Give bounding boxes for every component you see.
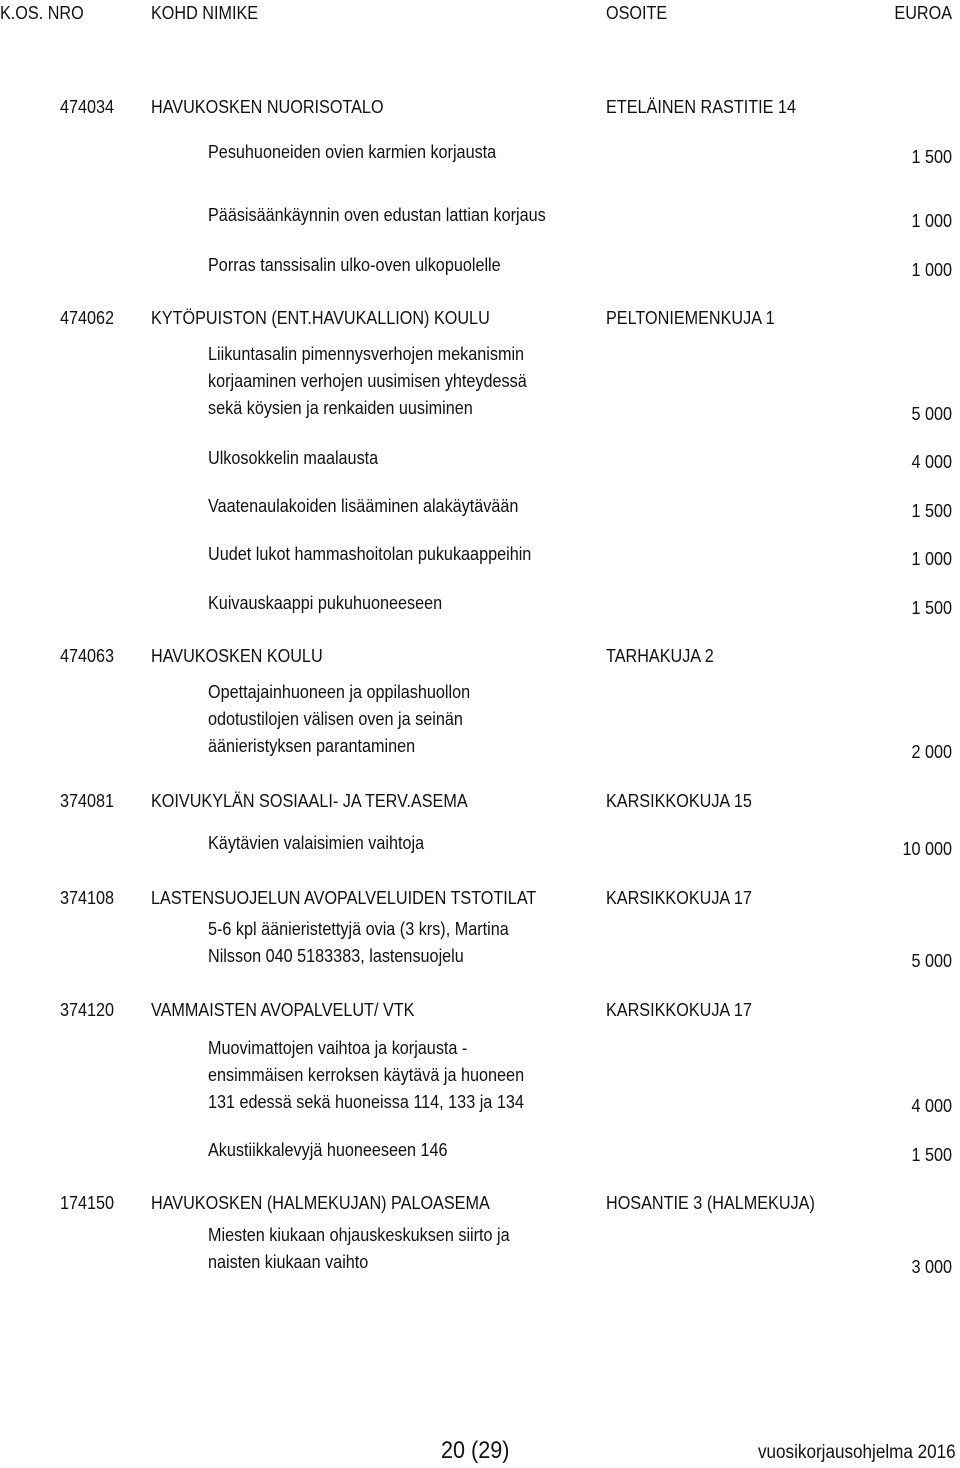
entry-id: 474063 <box>60 646 115 666</box>
item-description: Porras tanssisalin ulko-oven ulkopuolelle <box>208 255 501 275</box>
item-amount: 1 000 <box>911 260 952 280</box>
entry-name: HAVUKOSKEN NUORISOTALO <box>151 97 384 117</box>
item-amount: 1 500 <box>911 147 952 167</box>
entry-address: PELTONIEMENKUJA 1 <box>606 308 775 328</box>
header-col-address: OSOITE <box>606 3 668 23</box>
item-amount: 5 000 <box>911 951 952 971</box>
item-amount: 3 000 <box>911 1257 952 1277</box>
item-amount: 5 000 <box>911 404 952 424</box>
item-amount: 1 500 <box>911 1145 952 1165</box>
header-col-number: K.OS. NRO <box>0 3 84 23</box>
entry-id: 474034 <box>60 97 115 117</box>
entry-address: ETELÄINEN RASTITIE 14 <box>606 97 796 117</box>
item-description: Miesten kiukaan ohjauskeskuksen siirto ja naisten kiukaan vaihto <box>208 1225 510 1272</box>
entry-id: 174150 <box>60 1193 115 1213</box>
entry-name: HAVUKOSKEN (HALMEKUJAN) PALOASEMA <box>151 1193 490 1213</box>
entry-name: HAVUKOSKEN KOULU <box>151 646 323 666</box>
entry-address: KARSIKKOKUJA 17 <box>606 888 752 908</box>
entry-address: KARSIKKOKUJA 15 <box>606 791 752 811</box>
page-number: 20 (29) <box>441 1437 510 1464</box>
item-description: Ulkosokkelin maalausta <box>208 448 379 468</box>
program-name: vuosikorjausohjelma 2016 <box>758 1442 956 1463</box>
item-amount: 1 000 <box>911 549 952 569</box>
item-amount: 4 000 <box>911 1096 952 1116</box>
header-col-name: KOHD NIMIKE <box>151 3 259 23</box>
item-description: Kuivauskaappi pukuhuoneeseen <box>208 593 443 613</box>
entry-name: LASTENSUOJELUN AVOPALVELUIDEN TSTOTILAT <box>151 888 537 908</box>
item-description: Muovimattojen vaihtoa ja korjausta - ensimmäisen kerroksen käytävä ja huoneen 131 edessä sekä huoneissa 114, 133 ja 134 <box>208 1038 525 1112</box>
entry-id: 474062 <box>60 308 115 328</box>
item-description: Pääsisäänkäynnin oven edustan lattian korjaus <box>208 205 546 225</box>
entry-name: VAMMAISTEN AVOPALVELUT/ VTK <box>151 1000 415 1020</box>
item-amount: 1 500 <box>911 598 952 618</box>
entry-address: KARSIKKOKUJA 17 <box>606 1000 752 1020</box>
item-description: Opettajainhuoneen ja oppilashuollon odotustilojen välisen oven ja seinän äänieristyksen parantaminen <box>208 682 471 756</box>
entry-id: 374108 <box>60 888 115 908</box>
item-description: Akustiikkalevyjä huoneeseen 146 <box>208 1140 448 1160</box>
item-amount: 1 500 <box>911 501 952 521</box>
entry-address: TARHAKUJA 2 <box>606 646 714 666</box>
item-amount: 1 000 <box>911 211 952 231</box>
entry-id: 374081 <box>60 791 115 811</box>
entry-name: KOIVUKYLÄN SOSIAALI- JA TERV.ASEMA <box>151 791 468 811</box>
item-description: Vaatenaulakoiden lisääminen alakäytävään <box>208 496 519 516</box>
item-amount: 10 000 <box>902 839 952 859</box>
item-description: Uudet lukot hammashoitolan pukukaappeihin <box>208 544 532 564</box>
entry-id: 374120 <box>60 1000 115 1020</box>
item-description: 5-6 kpl äänieristettyjä ovia (3 krs), Martina Nilsson 040 5183383, lastensuojelu <box>208 919 509 966</box>
item-description: Liikuntasalin pimennysverhojen mekanismin korjaaminen verhojen uusimisen yhteydessä sekä köysien ja renkaiden uusiminen <box>208 344 527 418</box>
item-description: Pesuhuoneiden ovien karmien korjausta <box>208 142 497 162</box>
header-col-euros: EUROA <box>894 3 952 23</box>
item-amount: 4 000 <box>911 452 952 472</box>
entry-address: HOSANTIE 3 (HALMEKUJA) <box>606 1193 815 1213</box>
item-description: Käytävien valaisimien vaihtoja <box>208 833 425 853</box>
entry-name: KYTÖPUISTON (ENT.HAVUKALLION) KOULU <box>151 308 490 328</box>
item-amount: 2 000 <box>911 742 952 762</box>
